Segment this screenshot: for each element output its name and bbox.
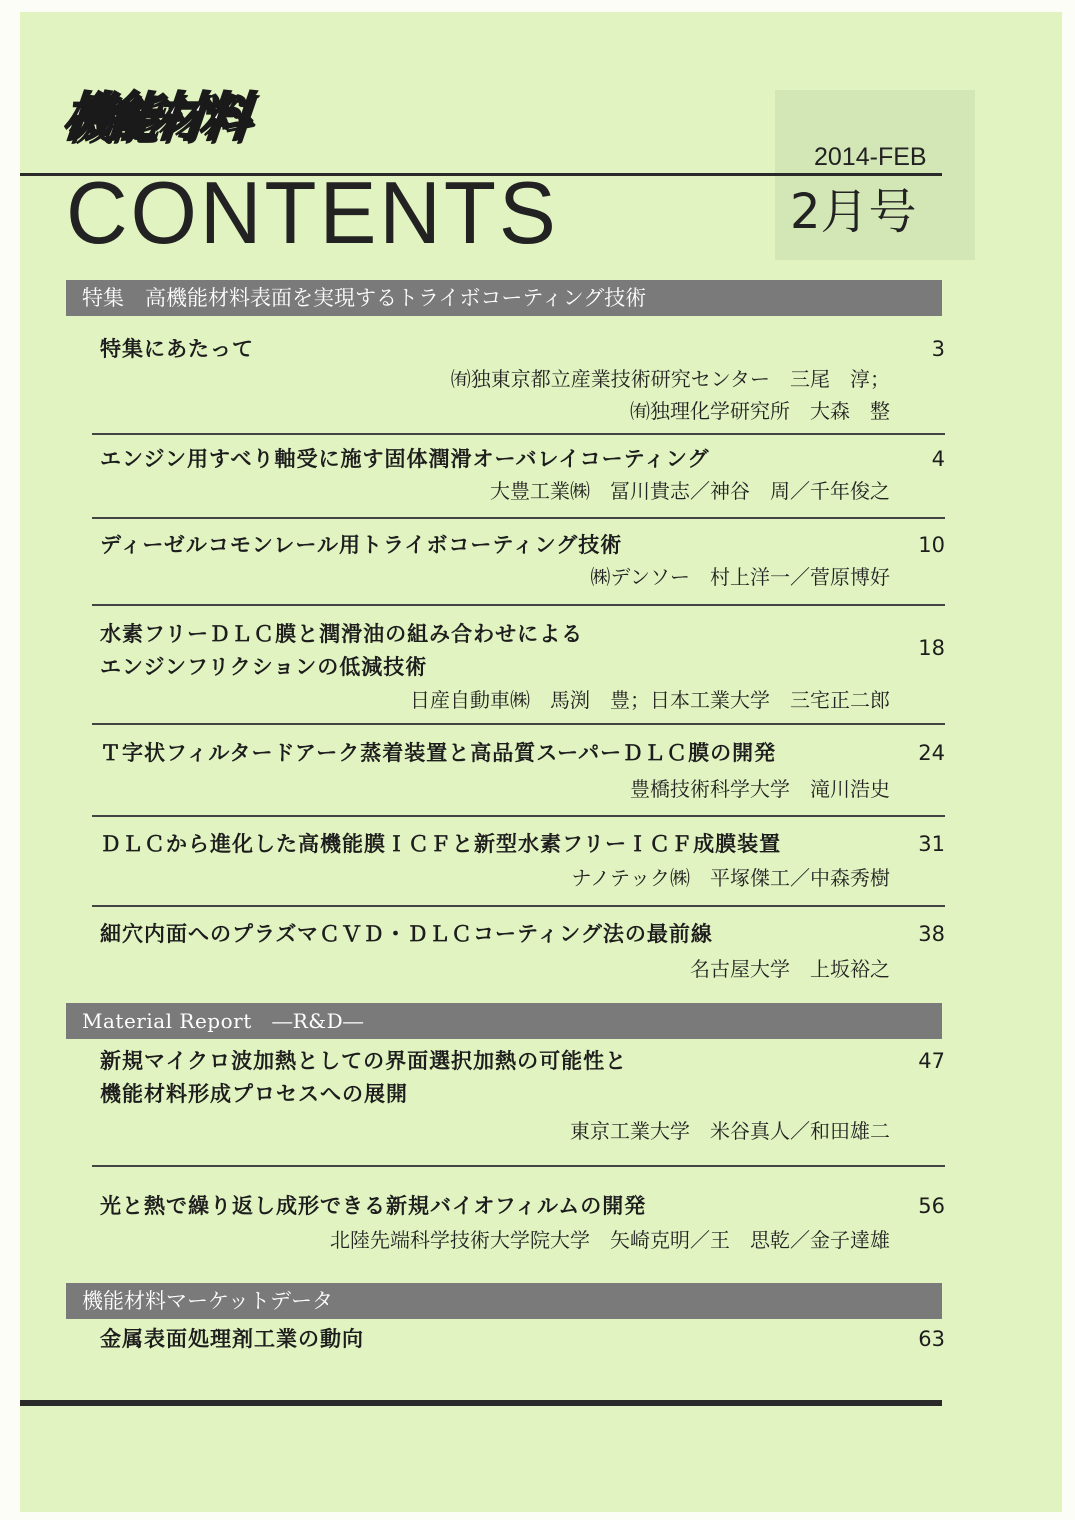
entry-divider xyxy=(92,604,945,606)
entry-divider xyxy=(92,723,945,725)
section-header-market-data: 機能材料マーケットデータ xyxy=(66,1283,942,1319)
issue-date: 2014-FEB xyxy=(814,143,927,171)
entry-title[interactable]: 光と熱で繰り返し成形できる新規バイオフィルムの開発 xyxy=(100,1194,647,1218)
entry-page-number: 18 xyxy=(918,636,945,660)
entry-authors: ナノテック㈱ 平塚傑工／中森秀樹 xyxy=(571,866,890,890)
entry-authors: 日産自動車㈱ 馬渕 豊；日本工業大学 三宅正二郎 xyxy=(410,688,890,712)
entry-page-number: 31 xyxy=(918,832,945,856)
entry-title[interactable]: ＤＬＣから進化した高機能膜ＩＣＦと新型水素フリーＩＣＦ成膜装置 xyxy=(100,832,782,856)
entry-page-number: 4 xyxy=(931,447,945,471)
magazine-logo: 機能材料 xyxy=(60,88,249,148)
entry-authors: 東京工業大学 米谷真人／和田雄二 xyxy=(570,1119,890,1143)
entry-title[interactable]: エンジン用すべり軸受に施す固体潤滑オーバレイコーティング xyxy=(100,447,710,471)
entry-title[interactable]: 特集にあたって xyxy=(100,337,254,361)
entry-divider xyxy=(92,905,945,907)
entry-authors: 名古屋大学 上坂裕之 xyxy=(690,957,890,981)
entry-authors: ㈲独東京都立産業技術研究センター 三尾 淳； ㈲独理化学研究所 大森 整 xyxy=(450,367,890,423)
entry-title[interactable]: 新規マイクロ波加熱としての界面選択加熱の可能性と 機能材料形成プロセスへの展開 xyxy=(100,1049,628,1106)
entry-title[interactable]: 金属表面処理剤工業の動向 xyxy=(100,1327,364,1351)
entry-title[interactable]: Ｔ字状フィルタードアーク蒸着装置と高品質スーパーＤＬＣ膜の開発 xyxy=(100,741,777,765)
entry-divider xyxy=(92,815,945,817)
issue-month: 2月号 xyxy=(790,184,917,240)
entry-authors: 北陸先端科学技術大学院大学 矢崎克明／王 思乾／金子達雄 xyxy=(330,1228,890,1252)
entry-divider xyxy=(92,433,945,435)
entry-page-number: 56 xyxy=(918,1194,945,1218)
entry-page-number: 24 xyxy=(918,741,945,765)
entry-divider xyxy=(92,1165,945,1167)
entry-authors: ㈱デンソー 村上洋一／菅原博好 xyxy=(590,565,890,589)
entry-page-number: 47 xyxy=(918,1049,945,1073)
entry-title[interactable]: 水素フリーＤＬＣ膜と潤滑油の組み合わせによる エンジンフリクションの低減技術 xyxy=(100,622,584,679)
entry-page-number: 38 xyxy=(918,922,945,946)
entry-title[interactable]: 細穴内面へのプラズマＣＶＤ・ＤＬＣコーティング法の最前線 xyxy=(100,922,713,946)
entry-page-number: 3 xyxy=(931,337,945,361)
entry-page-number: 63 xyxy=(918,1327,945,1351)
footer-rule xyxy=(20,1400,942,1406)
entry-title[interactable]: ディーゼルコモンレール用トライボコーティング技術 xyxy=(100,533,623,557)
page-title: CONTENTS xyxy=(66,163,559,262)
section-header-feature: 特集 高機能材料表面を実現するトライボコーティング技術 xyxy=(66,280,942,316)
entry-authors: 豊橋技術科学大学 滝川浩史 xyxy=(630,777,890,801)
section-header-material-report: Material Report ―R&D― xyxy=(66,1003,942,1039)
entry-authors: 大豊工業㈱ 冨川貴志／神谷 周／千年俊之 xyxy=(490,479,890,503)
entry-divider xyxy=(92,517,945,519)
entry-page-number: 10 xyxy=(918,533,945,557)
